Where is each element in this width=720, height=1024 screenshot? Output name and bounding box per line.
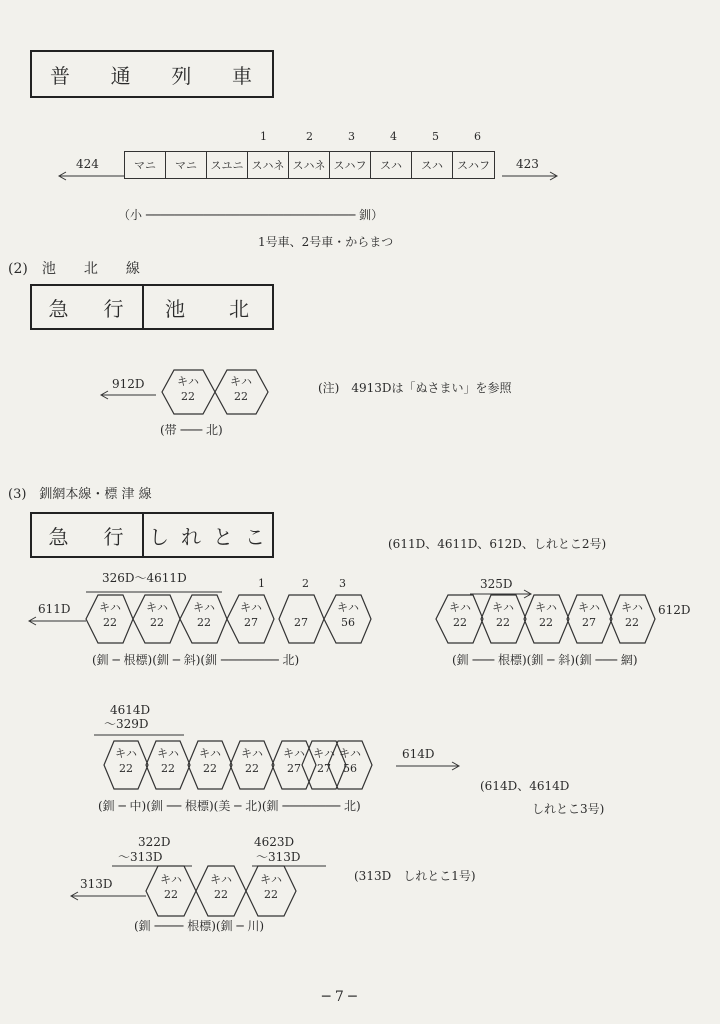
car-number: 27: [287, 761, 301, 775]
route-text: (釧 ─ 根標)(釧 ─ 斜)(釧 ──────── 北): [92, 653, 300, 667]
car-type: キハ: [157, 747, 179, 760]
train-number-612d: 612D: [658, 603, 691, 617]
car-number: 22: [203, 761, 217, 775]
railcar: [155, 873, 187, 903]
car-number: 22: [245, 761, 259, 775]
car-number: 1: [260, 130, 267, 143]
car-type: キハ: [283, 747, 305, 760]
car-type: キハ: [160, 873, 182, 886]
car: マニ: [166, 152, 207, 178]
car-number: 22: [161, 761, 175, 775]
car-type: キハ: [339, 747, 361, 760]
car: スハネ: [289, 152, 330, 178]
trains-note: (611D、4611D、612D、しれとこ2号): [388, 537, 607, 551]
railcar: [616, 601, 648, 631]
car-number: 27: [244, 615, 258, 629]
train-number-4623d: 4623D: [254, 835, 295, 849]
railcar: [235, 601, 267, 631]
arrow-left-icon: [68, 890, 148, 902]
route-text: (釧 ─── 根標)(釧 ─ 斜)(釧 ─── 網): [452, 653, 638, 667]
train-number-left: 424: [76, 157, 99, 171]
car-number: 22: [197, 615, 211, 629]
car-number: 6: [474, 130, 481, 143]
railcar: [487, 601, 519, 631]
car-type: キハ: [210, 873, 232, 886]
railcar: [236, 747, 268, 777]
car-type: キハ: [578, 601, 600, 614]
car-type: キハ: [241, 747, 263, 760]
car-type: [285, 601, 317, 616]
car-number: 22: [150, 615, 164, 629]
car-number: 22: [496, 615, 510, 629]
car: スハフ: [330, 152, 371, 178]
car-number: 22: [264, 887, 278, 901]
title-char: 普: [50, 63, 72, 88]
train-number-614d: 614D: [402, 747, 435, 761]
railcar: [141, 601, 173, 631]
car-number: 1: [258, 577, 265, 590]
route-text: (帯 ─── 北): [160, 423, 223, 437]
note-313d: (313D しれとこ1号): [354, 869, 476, 883]
section-header-senmo: (3) 釧網本線・標 津 線: [8, 487, 152, 502]
car-type: キハ: [230, 375, 252, 388]
railcar: [255, 873, 287, 903]
railcar: [530, 601, 562, 631]
car-number: 2: [306, 130, 313, 143]
train-number-325d: 325D: [480, 577, 513, 591]
railcar: [188, 601, 220, 631]
car-number: 22: [103, 615, 117, 629]
note-614d: (614D、4614D: [480, 779, 570, 793]
train-number-4614d: 4614D: [110, 703, 151, 717]
railcar: [332, 601, 364, 631]
train-number-326d: 326D〜4611D: [102, 571, 187, 585]
railcar: [573, 601, 605, 631]
car-number: 3: [339, 577, 346, 590]
car-number: 22: [119, 761, 133, 775]
route-text: （小 ───────────────────────────── 釧）: [118, 208, 384, 222]
title-char: 車: [231, 63, 254, 88]
title-char: と: [213, 524, 235, 549]
title-char: し: [149, 524, 171, 549]
railcar: [285, 601, 317, 631]
title-char: 行: [103, 296, 126, 321]
title-char: 北: [229, 296, 251, 321]
section-header-ikehoku: (2) 池 北 線: [8, 261, 140, 277]
car-number: 27: [294, 615, 308, 629]
car-number: 22: [214, 887, 228, 901]
car: スハフ: [457, 159, 490, 172]
car-number: 22: [181, 389, 195, 403]
title-char: れ: [181, 524, 203, 549]
railcar: [444, 601, 476, 631]
car-number: 27: [317, 761, 331, 775]
title-char: 急: [48, 296, 71, 321]
car-number: 22: [453, 615, 467, 629]
car: スハ: [412, 152, 453, 178]
title-char: 急: [48, 524, 71, 549]
railcar-kiha22: [172, 375, 204, 405]
car-type: キハ: [535, 601, 557, 614]
car-type: キハ: [115, 747, 137, 760]
route-text: (釧 ──── 根標)(釧 ─ 川): [134, 919, 265, 933]
train-number-329d: 〜329D: [104, 717, 149, 731]
title-char: 通: [110, 63, 133, 88]
railcar: [94, 601, 126, 631]
railcar: [152, 747, 184, 777]
car-type: キハ: [199, 747, 221, 760]
train-formation-424: [124, 151, 495, 179]
car: スハ: [371, 152, 412, 178]
car-type: キハ: [337, 601, 359, 614]
car-number: 56: [341, 615, 355, 629]
car-type: キハ: [177, 375, 199, 388]
car: スハネ: [248, 152, 289, 178]
car-number: 3: [348, 130, 355, 143]
title-char: こ: [245, 524, 267, 549]
title-ikehoku-express: [30, 284, 274, 330]
car-type: キハ: [449, 601, 471, 614]
train-number-313d: 〜313D: [256, 850, 301, 864]
train-number-322d: 322D: [138, 835, 171, 849]
train-number-313d: 〜313D: [118, 850, 163, 864]
car-number: 27: [582, 615, 596, 629]
route-text: (釧 ─ 中)(釧 ── 根標)(美 ─ 北)(釧 ──────── 北): [98, 799, 361, 813]
note-4913d: (注) 4913Dは「ぬさまい」を参照: [318, 381, 512, 395]
train-number-611d: 611D: [38, 602, 71, 616]
car-type: キハ: [313, 747, 335, 760]
title-char: 行: [103, 524, 126, 549]
note-shiretoko3: しれとこ3号): [532, 802, 605, 816]
arrow-left-icon: [56, 170, 126, 182]
car: スユニ: [207, 152, 248, 178]
arrow-right-icon: [500, 170, 560, 182]
train-number-313d-left: 313D: [80, 877, 113, 891]
page-number: ─ 7 ─: [322, 989, 357, 1005]
railcar: [194, 747, 226, 777]
car-type: キハ: [193, 601, 215, 614]
car-number: 4: [390, 130, 397, 143]
train-number-912d: 912D: [112, 377, 145, 391]
train-number-right: 423: [516, 157, 539, 171]
car-type: キハ: [146, 601, 168, 614]
railcar: [205, 873, 237, 903]
car-type: キハ: [99, 601, 121, 614]
railcar: [334, 747, 366, 777]
formation-note: 1号車、2号車・からまつ: [258, 235, 394, 249]
railcar-kiha22: [225, 375, 257, 405]
railcar-hex-group: [86, 595, 366, 643]
railcar: [110, 747, 142, 777]
car-type: キハ: [240, 601, 262, 614]
title-char: 池: [165, 296, 187, 321]
car-number: 22: [234, 389, 248, 403]
car-number: 22: [539, 615, 553, 629]
railcar: [278, 747, 310, 777]
car-number: 22: [625, 615, 639, 629]
car-number: 5: [432, 130, 439, 143]
title-ordinary-train: [30, 50, 274, 98]
car-type: キハ: [492, 601, 514, 614]
arrow-left-icon: [26, 615, 88, 627]
car-number: 2: [302, 577, 309, 590]
car-number: 22: [164, 887, 178, 901]
arrow-right-icon: [396, 760, 462, 772]
car-type: キハ: [260, 873, 282, 886]
car-type: キハ: [621, 601, 643, 614]
car: マニ: [125, 152, 166, 178]
car-number: 56: [343, 761, 357, 775]
arrow-left-icon: [98, 389, 158, 401]
direction-line: [94, 731, 184, 739]
title-shiretoko-express: [30, 512, 274, 558]
title-char: 列: [171, 63, 194, 88]
